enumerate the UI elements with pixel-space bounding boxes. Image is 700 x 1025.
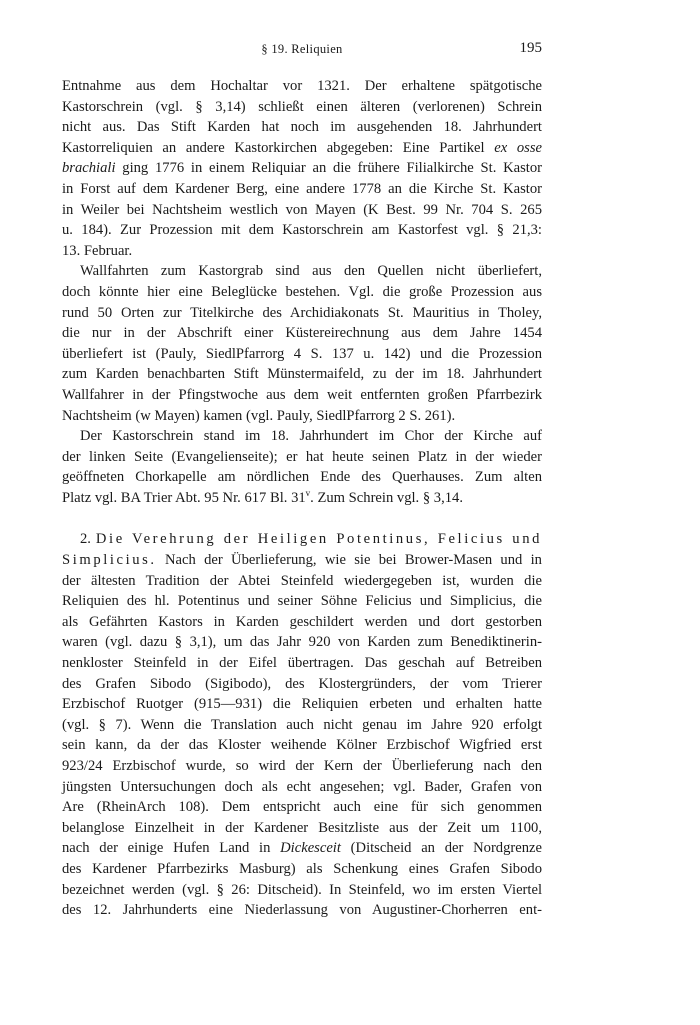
text-line: Nachtsheim (w Mayen) kamen (vgl. Pauly, SiedlPfarrorg 2 S. 261). <box>62 407 456 424</box>
folio-verso-mark: v <box>305 488 311 499</box>
text-line: waren (vgl. dazu § 3,1), um das Jahr 920 von Karden zum Benediktinerin- <box>62 634 542 651</box>
latin-phrase: ex osse <box>494 139 542 156</box>
text-line: die nur in der Abschrift einer Küstereirechnung aus dem Jahre 1454 <box>62 325 542 342</box>
text-line: brachiali ging 1776 in einem Reliquiar an die frühere Filialkirche St. Kastor <box>62 160 542 177</box>
text-line: Kastorschrein (vgl. § 3,14) schließt einen älteren (verlorenen) Schrein <box>62 98 542 115</box>
text-line: u. 184). Zur Prozession mit dem Kastorschrein am Kastorfest vgl. § 21,3: <box>62 222 542 239</box>
text-line: des Kardener Pfarrbezirks Masburg) als Schenkung eines Grafen Sibodo <box>62 860 542 877</box>
text-line: Der Kastorschrein stand im 18. Jahrhundert im Chor der Kirche auf <box>80 428 542 445</box>
text-line: Are (RheinArch 108). Dem entspricht auch eine für sich genommen <box>62 799 542 816</box>
text-line: der linken Seite (Evangelienseite); er hat heute seinen Platz in der wieder <box>62 448 542 465</box>
section-heading: Simplicius. <box>62 552 157 569</box>
text-line: Kastorreliquien an andere Kastorkirchen abgegeben: Eine Partikel ex osse <box>62 139 542 156</box>
text-line: Erzbischof Ruotger (915—931) die Reliquien erbeten und erhalten hatte <box>62 696 542 713</box>
text-line: rund 50 Orten zur Titelkirche des Archidiakonats St. Mauritius in Tholey, <box>62 304 542 321</box>
text-line: 13. Februar. <box>62 242 133 259</box>
section-heading: Die Verehrung der Heiligen Potentinus, Felicius und <box>95 531 543 548</box>
place-name: Dickesceit <box>280 840 341 857</box>
text-line: des 12. Jahrhunderts eine Niederlassung von Augustiner-Chorherren ent- <box>62 902 542 919</box>
text-line: in Forst auf dem Kardener Berg, eine andere 1778 an die Kirche St. Kastor <box>62 180 542 197</box>
text-line: Reliquien des hl. Potentinus und seiner Söhne Felicius und Simplicius, die <box>62 593 542 610</box>
text-line: Entnahme aus dem Hochaltar vor 1321. Der erhaltene spätgotische <box>62 78 542 94</box>
text-line: des Grafen Sibodo (Sigibodo), des Klostergründers, der vom Trierer <box>62 675 542 692</box>
text-line: überliefert ist (Pauly, SiedlPfarrorg 4 S. 137 u. 142) und die Prozession <box>62 345 542 362</box>
paragraph-1 <box>62 76 542 261</box>
section-number: 2. <box>80 531 91 548</box>
page-header <box>62 42 542 62</box>
section-heading-line <box>62 529 542 550</box>
text-line: Wallfahrer in der Pfingstwoche aus dem weit entfernten großen Pfarrbezirk <box>62 386 542 403</box>
text-line: als Gefährten Kastors in Karden geschildert werden und dort gestorben <box>62 613 542 630</box>
text-line: 923/24 Erzbischof wurde, so wird der Kern der Überlieferung nach den <box>62 758 542 774</box>
text-line: jüngsten Untersuchungen doch als echt angesehen; vgl. Bader, Grafen von <box>62 778 542 795</box>
text-line: sein kann, da der das Kloster weihende Kölner Erzbischof Wigfried erst <box>62 737 542 754</box>
text-line: belanglose Einzelheit in der Kardener Besitzliste aus der Zeit um 1100, <box>62 819 542 836</box>
paragraph-2 <box>62 261 542 426</box>
text-line: zum Karden benachbarten Stift Münstermaifeld, zu der im 18. Jahrhundert <box>62 366 542 383</box>
text-line: Platz vgl. BA Trier Abt. 95 Nr. 617 Bl. 31$^v$. Zum Schrein vgl. § 3,14. <box>62 488 463 506</box>
text-line: nenkloster Steinfeld in der Eifel übertragen. Das geschah auf Betreiben <box>62 655 542 672</box>
text-line: (vgl. § 7). Wenn die Translation auch nicht genau im Jahre 920 erfolgt <box>62 716 542 733</box>
latin-phrase: brachiali <box>62 160 116 177</box>
text-line: in Weiler bei Nachtsheim westlich von Mayen (K Best. 99 Nr. 704 S. 265 <box>62 201 542 218</box>
text-line: nicht aus. Das Stift Karden hat noch im ausgehenden 18. Jahrhundert <box>62 119 542 136</box>
text-line: geöffneten Chorkapelle am nördlichen Ende des Querhauses. Zum alten <box>62 469 542 486</box>
text-line: doch könnte hier eine Beleglücke bestehen. Vgl. die große Prozession aus <box>62 283 542 300</box>
paragraph-3 <box>62 426 542 508</box>
text-line: der ältesten Tradition der Abtei Steinfeld wiedergegeben ist, wurden die <box>62 572 542 589</box>
text-line: bezeichnet werden (vgl. § 26: Ditscheid). In Steinfeld, wo im ersten Viertel <box>62 881 542 898</box>
page-number: 195 <box>519 40 542 56</box>
body-text <box>62 76 542 921</box>
text-line: Simplicius. Nach der Überlieferung, wie sie bei Brower-Masen und in <box>62 552 542 569</box>
section-gap <box>62 508 542 529</box>
paragraph-4 <box>62 529 542 920</box>
text-line: nach der einige Hufen Land in Dickesceit (Ditscheid an der Nordgrenze <box>62 840 542 857</box>
text-line: Wallfahrten zum Kastorgrab sind aus den Quellen nicht überliefert, <box>80 263 542 280</box>
running-head: § 19. Reliquien <box>261 42 343 56</box>
